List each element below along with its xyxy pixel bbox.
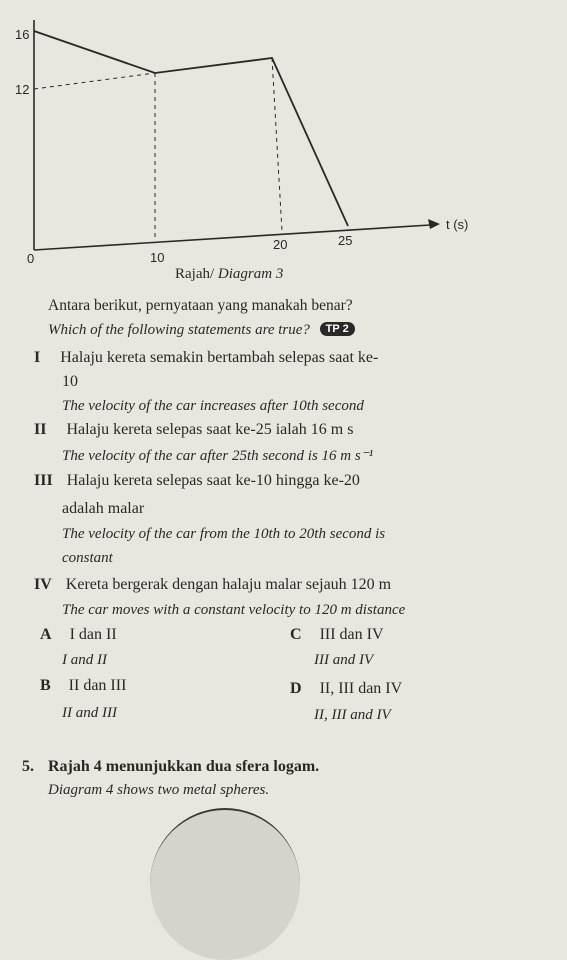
option-a-letter: A — [40, 626, 52, 643]
option-d-ms: II, III dan IV — [319, 680, 403, 697]
option-a[interactable] — [40, 626, 117, 644]
y-tick-12: 12 — [15, 82, 30, 97]
statement-2-num: II — [34, 421, 47, 438]
option-d-en: II, III and IV — [314, 707, 391, 723]
statement-4-en: The car moves with a constant velocity to 120 m distance — [62, 602, 406, 618]
statement-3-en-1: The velocity of the car from the 10th to 20th second is — [62, 526, 386, 542]
question-5 — [22, 758, 319, 776]
x-tick-25: 25 — [338, 233, 353, 248]
dashed-guide-20 — [272, 58, 282, 231]
velocity-time-graph — [0, 0, 567, 290]
question-en: Which of the following statements are true? — [48, 322, 310, 338]
caption-en: Diagram 3 — [217, 266, 284, 282]
statement-1-en: The velocity of the car increases after 10th second — [62, 398, 364, 414]
metal-sphere — [150, 808, 300, 960]
x-axis-label: t (s) — [446, 217, 469, 232]
option-b[interactable] — [40, 677, 126, 695]
option-b-ms: II dan III — [68, 677, 127, 694]
statement-2 — [34, 421, 353, 439]
option-b-letter: B — [40, 677, 51, 694]
dashed-guide-12 — [34, 73, 155, 89]
option-c-en: III and IV — [314, 652, 374, 668]
caption-ms: Rajah/ — [175, 266, 215, 282]
question-en-row — [48, 322, 355, 339]
statement-1-ms-2: 10 — [62, 373, 78, 390]
statement-3-ms-2: adalah malar — [62, 500, 145, 517]
statement-1 — [34, 349, 378, 367]
option-a-ms: I dan II — [69, 626, 117, 643]
statement-3-en-2: constant — [62, 550, 113, 566]
statement-1-num: I — [34, 349, 41, 366]
statement-4-ms: Kereta bergerak dengan halaju malar sejauh 120 m — [65, 576, 392, 593]
x-axis — [34, 225, 430, 250]
statement-3-num: III — [34, 472, 53, 489]
x-tick-10: 10 — [150, 250, 165, 265]
question-5-en: Diagram 4 shows two metal spheres. — [48, 782, 270, 798]
graph-line — [34, 31, 348, 226]
question-5-number: 5. — [22, 758, 34, 775]
option-c-ms: III dan IV — [319, 626, 384, 643]
x-tick-20: 20 — [273, 237, 288, 252]
statement-3-ms-1: Halaju kereta selepas saat ke-10 hingga ke-20 — [66, 472, 360, 489]
option-a-en: I and II — [62, 652, 107, 668]
statement-3 — [34, 472, 360, 490]
question-5-ms: Rajah 4 menunjukkan dua sfera logam. — [48, 758, 320, 775]
statement-4 — [34, 576, 391, 594]
figure-caption — [175, 266, 283, 283]
tp-badge: TP 2 — [320, 322, 355, 336]
y-tick-16: 16 — [15, 27, 30, 42]
statement-1-ms-1: Halaju kereta semakin bertambah selepas saat ke- — [60, 349, 379, 366]
x-axis-arrow-icon — [428, 219, 440, 229]
origin-label: 0 — [27, 251, 35, 266]
option-c-letter: C — [290, 626, 302, 643]
option-b-en: II and III — [62, 705, 117, 721]
option-d[interactable] — [290, 680, 402, 698]
option-c[interactable] — [290, 626, 384, 644]
option-d-letter: D — [290, 680, 302, 697]
statement-2-en: The velocity of the car after 25th second is 16 m s⁻¹ — [62, 448, 374, 464]
question-ms: Antara berikut, pernyataan yang manakah benar? — [48, 297, 353, 314]
statement-2-ms: Halaju kereta selepas saat ke-25 ialah 16 m s — [66, 421, 354, 438]
statement-4-num: IV — [34, 576, 52, 593]
